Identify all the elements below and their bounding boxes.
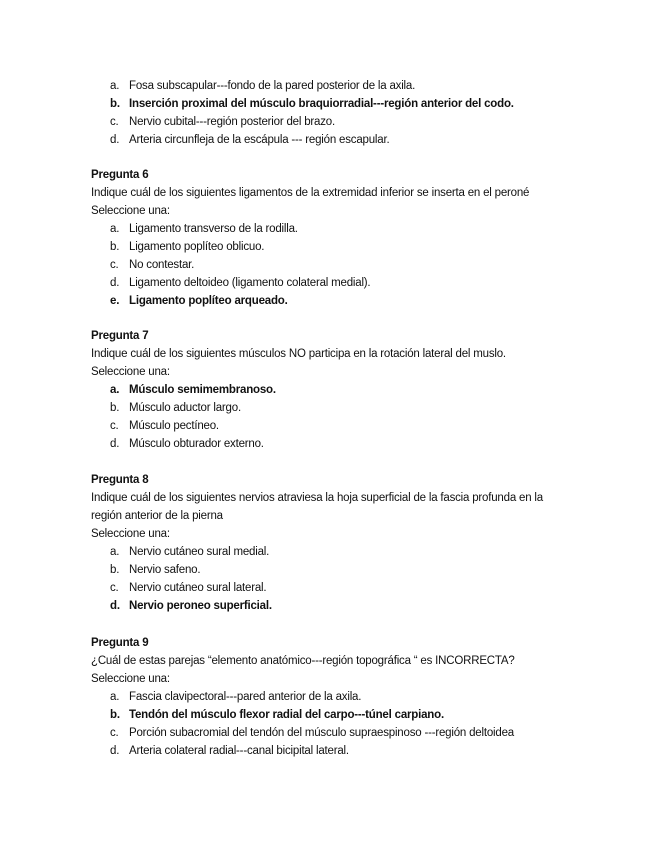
option-text: Nervio safeno. xyxy=(129,564,201,576)
question-prompt: Seleccione una: xyxy=(91,205,170,217)
option-text: Ligamento poplíteo oblicuo. xyxy=(129,241,265,253)
question-text: ¿Cuál de estas parejas “elemento anatómico---región topográfica “ es INCORRECTA? xyxy=(91,655,515,667)
option[interactable] xyxy=(110,742,349,760)
question-title: Pregunta 9 xyxy=(91,637,149,649)
option-letter: d. xyxy=(110,277,120,289)
question-text: Indique cuál de los siguientes ligamentos de la extremidad inferior se inserta en el peroné xyxy=(91,187,530,199)
option[interactable] xyxy=(110,131,389,149)
option[interactable] xyxy=(110,597,272,615)
option-text: Ligamento poplíteo arqueado. xyxy=(129,295,288,307)
option-letter: b. xyxy=(110,564,120,576)
option[interactable] xyxy=(110,256,194,274)
option-letter: c. xyxy=(110,582,119,594)
option[interactable] xyxy=(110,238,264,256)
option-text: Nervio peroneo superficial. xyxy=(129,600,272,612)
option[interactable] xyxy=(110,724,514,742)
option-text: Porción subacromial del tendón del músculo supraespinoso ---región deltoidea xyxy=(129,727,514,739)
question-prompt: Seleccione una: xyxy=(91,366,170,378)
option-text: Ligamento transverso de la rodilla. xyxy=(129,223,298,235)
option[interactable] xyxy=(110,381,276,399)
option[interactable] xyxy=(110,435,264,453)
question-title: Pregunta 7 xyxy=(91,330,149,342)
option-letter: a. xyxy=(110,223,120,235)
option[interactable] xyxy=(110,77,415,95)
option-letter: c. xyxy=(110,259,119,271)
option-letter: e. xyxy=(110,295,120,307)
option[interactable] xyxy=(110,561,200,579)
option-letter: b. xyxy=(110,709,120,721)
option[interactable] xyxy=(110,292,288,310)
option-letter: c. xyxy=(110,420,119,432)
option-letter: d. xyxy=(110,745,120,757)
option[interactable] xyxy=(110,220,298,238)
option[interactable] xyxy=(110,688,361,706)
option-letter: a. xyxy=(110,80,120,92)
option-letter: a. xyxy=(110,691,120,703)
option[interactable] xyxy=(110,706,444,724)
option[interactable] xyxy=(110,274,370,292)
option-text: Inserción proximal del músculo braquiorradial---región anterior del codo. xyxy=(129,98,514,110)
option-text: Tendón del músculo flexor radial del carpo---túnel carpiano. xyxy=(129,709,444,721)
option-text: Ligamento deltoideo (ligamento colateral medial). xyxy=(129,277,371,289)
option-letter: b. xyxy=(110,98,120,110)
question-prompt: Seleccione una: xyxy=(91,673,170,685)
question-title: Pregunta 8 xyxy=(91,474,149,486)
option-text: Nervio cutáneo sural lateral. xyxy=(129,582,267,594)
question-text: Indique cuál de los siguientes nervios atraviesa la hoja superficial de la fascia profunda en la región anterior de la pierna xyxy=(91,492,543,522)
option-text: Arteria colateral radial---canal bicipital lateral. xyxy=(129,745,349,757)
option-letter: b. xyxy=(110,241,120,253)
option-text: Fascia clavipectoral---pared anterior de la axila. xyxy=(129,691,362,703)
option[interactable] xyxy=(110,417,219,435)
option-text: Nervio cubital---región posterior del brazo. xyxy=(129,116,335,128)
option[interactable] xyxy=(110,95,514,113)
option-letter: b. xyxy=(110,402,120,414)
option-text: Músculo semimembranoso. xyxy=(129,384,276,396)
option-letter: c. xyxy=(110,727,119,739)
option-letter: d. xyxy=(110,438,120,450)
option-text: No contestar. xyxy=(129,259,195,271)
option-text: Músculo obturador externo. xyxy=(129,438,264,450)
option-text: Nervio cutáneo sural medial. xyxy=(129,546,270,558)
option[interactable] xyxy=(110,543,269,561)
option-text: Músculo aductor largo. xyxy=(129,402,241,414)
question-text: Indique cuál de los siguientes músculos NO participa en la rotación lateral del muslo. xyxy=(91,348,506,360)
option[interactable] xyxy=(110,579,266,597)
option-text: Fosa subscapular---fondo de la pared posterior de la axila. xyxy=(129,80,416,92)
option-letter: a. xyxy=(110,384,120,396)
option-text: Músculo pectíneo. xyxy=(129,420,219,432)
question-prompt: Seleccione una: xyxy=(91,528,170,540)
option-letter: c. xyxy=(110,116,119,128)
option-letter: a. xyxy=(110,546,120,558)
option-text: Arteria circunfleja de la escápula --- región escapular. xyxy=(129,134,390,146)
option[interactable] xyxy=(110,399,241,417)
option-letter: d. xyxy=(110,600,120,612)
option[interactable] xyxy=(110,113,335,131)
option-letter: d. xyxy=(110,134,120,146)
question-title: Pregunta 6 xyxy=(91,169,149,181)
